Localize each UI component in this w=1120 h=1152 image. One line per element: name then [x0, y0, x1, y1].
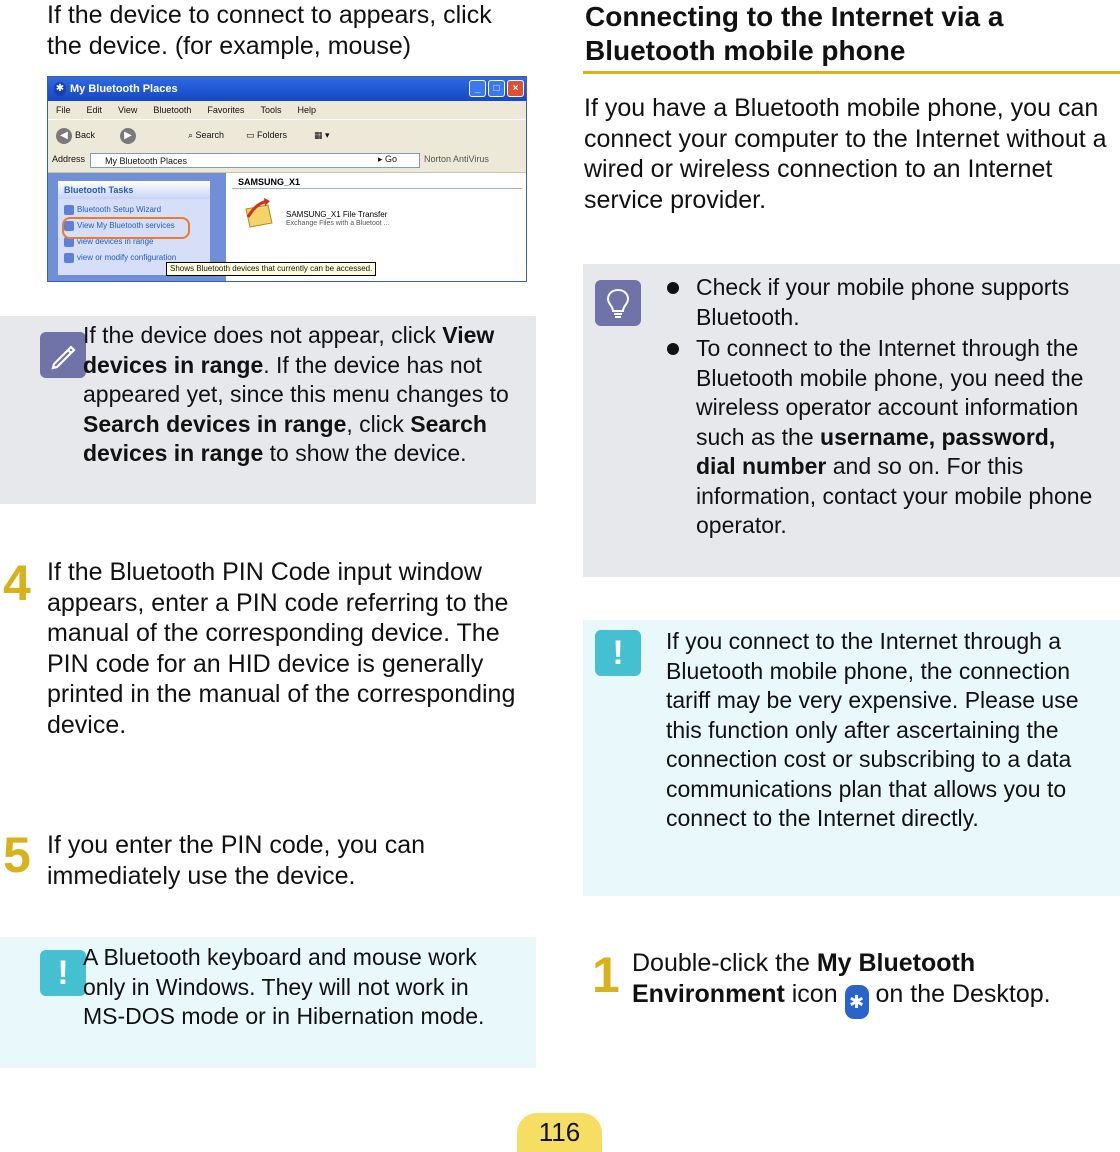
search-button[interactable]: ⌕ Search: [188, 130, 225, 140]
tooltip: Shows Bluetooth devices that currently can be accessed.: [166, 262, 376, 276]
go-arrow-icon: ▸: [378, 154, 386, 164]
tip-item: Check if your mobile phone supports Bluetooth.: [696, 273, 1101, 332]
close-icon[interactable]: ×: [507, 80, 524, 97]
highlight-ring: [62, 217, 190, 239]
menu-view[interactable]: View: [118, 105, 138, 115]
page-number: 116: [538, 1117, 581, 1147]
memo-text: If the device does not appear, click View devices in range. If the device has not appeared yet, since this menu changes to Search devices in range, click Search devices in range to show the device.: [83, 322, 509, 466]
wizard-icon: [64, 205, 74, 215]
go-button[interactable]: ▸ Go: [378, 154, 398, 164]
caution-text: If you connect to the Internet through a Bluetooth mobile phone, the connection tariff may be very expensive. Please use this function only after ascertaining the connection cost or subscribing to a data communications plan that allows you to connect to the Internet directly.: [666, 628, 1079, 831]
step-number: 4: [3, 555, 31, 611]
caution-text: A Bluetooth keyboard and mouse work only in Windows. They will not work in MS-DOS mode or in Hibernation mode.: [83, 944, 485, 1029]
section-heading: Connecting to the Internet via a Bluetooth mobile phone: [585, 1, 1004, 66]
configuration-icon: [64, 253, 74, 263]
address-bar: [48, 150, 526, 173]
step-text: If you enter the PIN code, you can immediately use the device.: [47, 831, 426, 890]
bullet: [667, 343, 679, 355]
heading-rule: [583, 71, 1120, 74]
caution-note: [0, 937, 536, 1068]
forward-button[interactable]: [120, 127, 139, 143]
step-text: If the Bluetooth PIN Code input window appears, enter a PIN code referring to the manual of the corresponding device. The PIN code for an HID device is generally printed in the manual of the corresponding device.: [47, 558, 516, 739]
task-modify-configuration[interactable]: view or modify configuration: [64, 253, 176, 263]
address-label: Address: [52, 154, 86, 164]
device-name[interactable]: SAMSUNG_X1 File Transfer: [286, 210, 388, 219]
intro-text: If the device to connect to appears, click the device. (for example, mouse): [47, 1, 492, 60]
menu-file[interactable]: File: [56, 105, 71, 115]
menu-edit[interactable]: Edit: [86, 105, 103, 115]
step-number: 5: [3, 827, 31, 883]
back-arrow-icon: ◀: [56, 128, 72, 144]
caution-note: [583, 620, 1120, 896]
bluetooth-places-screenshot: [47, 76, 527, 282]
window-titlebar: [48, 77, 526, 101]
task-setup-wizard[interactable]: Bluetooth Setup Wizard: [64, 205, 161, 215]
tip-note: [583, 264, 1120, 577]
views-button[interactable]: [314, 127, 330, 143]
address-field[interactable]: My Bluetooth Places: [90, 153, 420, 168]
norton-antivirus-button[interactable]: Norton AntiVirus: [424, 154, 489, 164]
menu-bluetooth[interactable]: Bluetooth: [153, 105, 192, 115]
toolbar: [48, 119, 526, 151]
step-number: 1: [592, 947, 620, 1003]
tip-item: To connect to the Internet through the Bluetooth mobile phone, you need the wireless operator account information such as the username, password, dial number and so on. For this information, contact your mobile phone operator.: [696, 334, 1101, 541]
back-button[interactable]: ◀ Back: [56, 127, 95, 143]
tip-list: [696, 273, 1101, 541]
menu-help[interactable]: Help: [297, 105, 316, 115]
folder-icon: ▭: [246, 130, 258, 140]
maximize-icon[interactable]: □: [488, 80, 505, 97]
window-title: My Bluetooth Places: [70, 83, 178, 95]
device-group-title: SAMSUNG_X1: [238, 177, 301, 187]
section-intro: If you have a Bluetooth mobile phone, you can connect your computer to the Internet without a wired or wireless connection to an Internet service provider.: [584, 94, 1107, 214]
views-icon: ▦ ▾: [314, 130, 330, 140]
task-view-devices-in-range[interactable]: view devices in range: [64, 237, 153, 247]
caution-exclamation-icon: !: [40, 950, 86, 996]
search-icon: ⌕: [188, 130, 196, 140]
lightbulb-icon: [595, 280, 641, 326]
step-text: Double-click the My Bluetooth Environment icon ✱ on the Desktop.: [632, 948, 1120, 1019]
minimize-icon[interactable]: _: [469, 80, 486, 97]
forward-arrow-icon: ▶: [120, 128, 136, 144]
menu-tools[interactable]: Tools: [260, 105, 282, 115]
bullet: [667, 282, 679, 294]
memo-pencil-icon: [40, 332, 86, 378]
bluetooth-icon: ✱: [845, 985, 869, 1019]
divider: [232, 188, 522, 189]
memo-note: [0, 316, 536, 504]
menu-favorites[interactable]: Favorites: [207, 105, 245, 115]
task-view-services[interactable]: View My Bluetooth services: [64, 221, 175, 231]
caution-exclamation-icon: !: [595, 630, 641, 676]
file-transfer-icon[interactable]: [242, 197, 276, 229]
bluetooth-tasks-title: Bluetooth Tasks: [58, 181, 210, 199]
bluetooth-icon: ✱: [55, 83, 65, 94]
device-description: Exchange Files with a Bluetoot ...: [286, 220, 390, 227]
folders-button[interactable]: ▭ Folders: [246, 130, 288, 140]
menu-bar: [48, 101, 526, 119]
